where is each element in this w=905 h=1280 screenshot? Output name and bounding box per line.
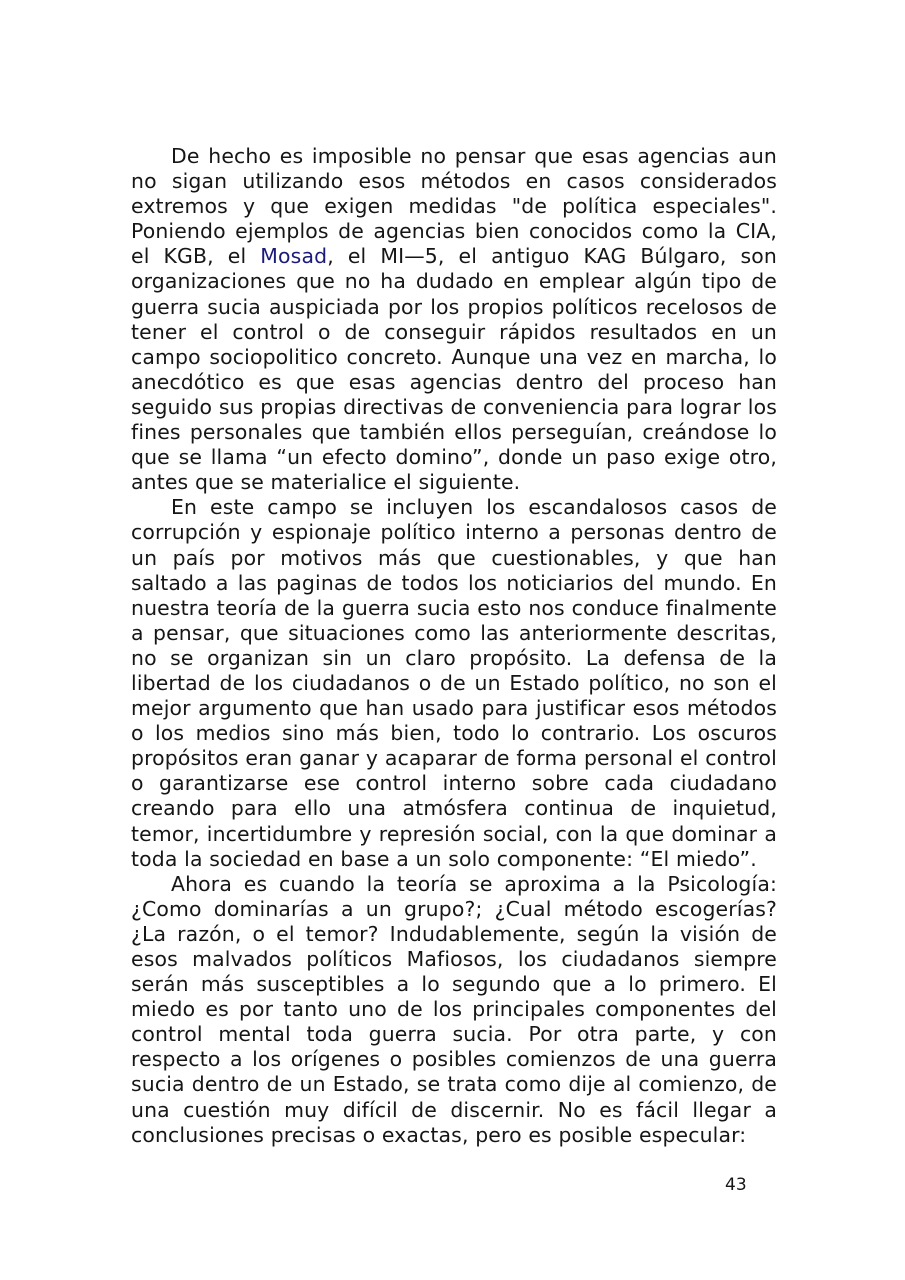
page-number: 43	[725, 1175, 747, 1195]
mosad-link[interactable]: Mosad	[260, 244, 328, 269]
paragraph-3: Ahora es cuando la teoría se aproxima a la Psicología: ¿Como dominarías a un grupo?; ¿Cual método escogerías? ¿La razón, o el temor? Indudablemente, según la visión de esos malvados políticos Mafiosos, los ciudadanos siempre serán más susceptibles a lo segundo que a lo primero. El miedo es por tanto uno de los principales componentes del control mental toda guerra sucia. Por otra parte, y con respecto a los orígenes o posibles comienzos de una guerra sucia dentro de un Estado, se trata como dije al comienzo, de una cuestión muy difícil de discernir. No es fácil llegar a conclusiones precisas o exactas, pero es posible especular:	[131, 871, 777, 1147]
body-text	[131, 144, 777, 1148]
paragraph-1-text-start: De hecho es imposible no pensar que esas agencias aun no sigan utilizando esos métodos en casos considerados extremos y que exigen medidas "de política especiales". Poniendo ejemplos de agencias bien conocidos como la CIA, el KGB, el	[131, 144, 777, 269]
paragraph-2: En este campo se incluyen los escandalosos casos de corrupción y espionaje político interno a personas dentro de un país por motivos más que cuestionables, y que han saltado a las paginas de todos los noticiarios del mundo. En nuestra teoría de la guerra sucia esto nos conduce finalmente a pensar, que situaciones como las anteriormente descritas, no se organizan sin un claro propósito. La defensa de la libertad de los ciudadanos o de un Estado político, no son el mejor argumento que han usado para justificar esos métodos o los medios sino más bien, todo lo contrario. Los oscuros propósitos eran ganar y acaparar de forma personal el control o garantizarse ese control interno sobre cada ciudadano creando para ello una atmósfera continua de inquietud, temor, incertidumbre y represión social, con la que dominar a toda la sociedad en base a un solo componente: “El miedo”.	[131, 495, 777, 871]
paragraph-1-text-end: , el MI—5, el antiguo KAG Búlgaro, son organizaciones que no ha dudado en emplear algún tipo de guerra sucia auspiciada por los propios políticos recelosos de tener el control o de conseguir rápidos resultados en un campo sociopolitico concreto. Aunque una vez en marcha, lo anecdótico es que esas agencias dentro del proceso han seguido sus propias directivas de conveniencia para lograr los fines personales que también ellos perseguían, creándose lo que se llama “un efecto domino”, donde un paso exige otro, antes que se materialice el siguiente.	[131, 244, 777, 495]
paragraph-1	[131, 144, 777, 495]
